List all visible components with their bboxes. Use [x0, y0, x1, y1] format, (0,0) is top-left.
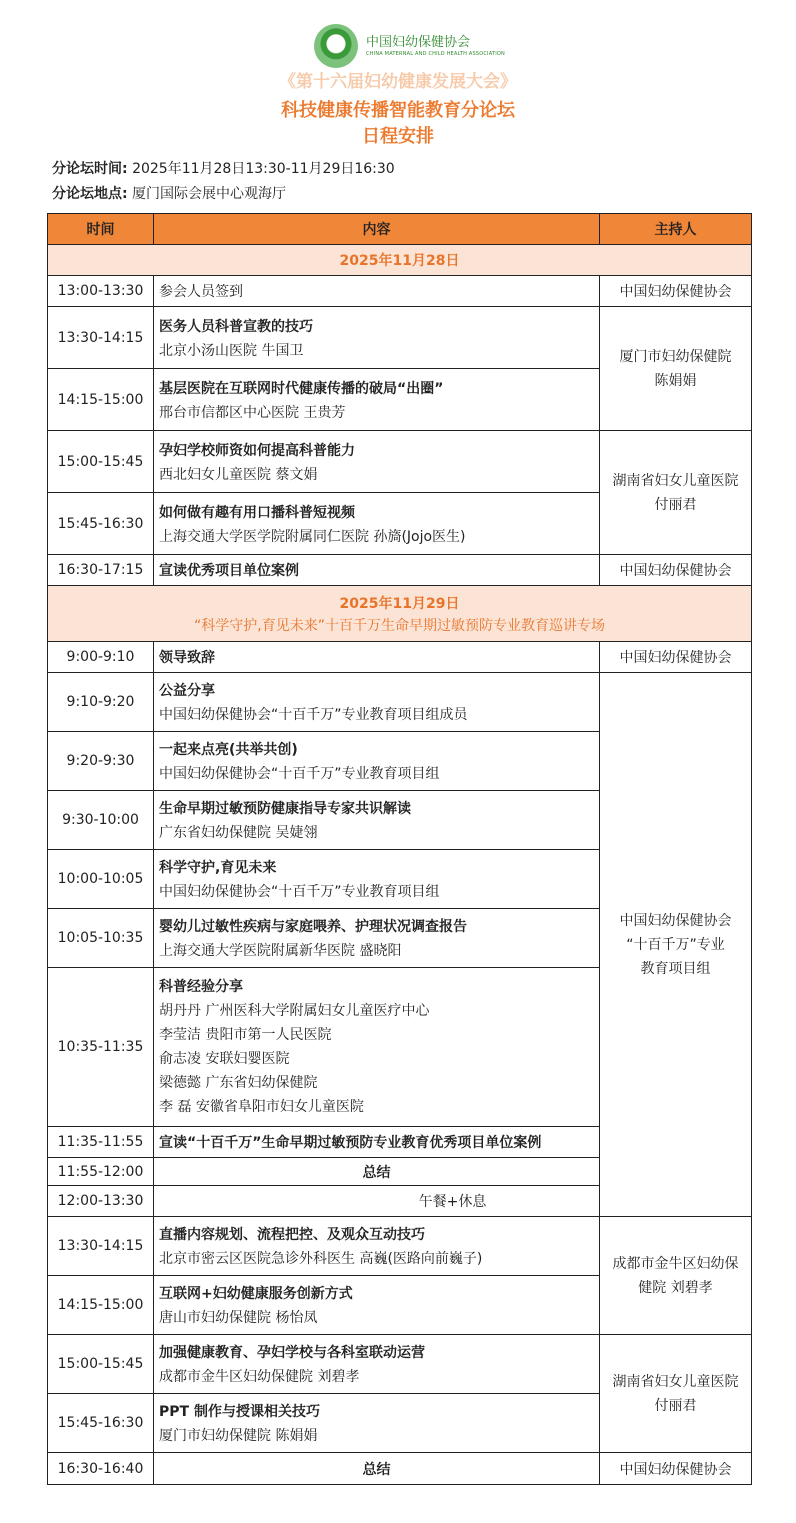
- row-content: [154, 369, 600, 431]
- row-content: [154, 1335, 600, 1394]
- row-host: 湖南省妇女儿童医院 付丽君: [600, 431, 752, 555]
- row-speaker: 上海交通大学医院附属新华医院 盛晓阳: [159, 943, 402, 959]
- row-title: 科普经验分享: [159, 979, 243, 995]
- row-host: 成都市金牛区妇幼保 健院 刘碧孝: [600, 1217, 752, 1335]
- header-time: 时间: [48, 214, 154, 245]
- row-speaker: 北京小汤山医院 牛国卫: [159, 342, 304, 359]
- row-host: 中国妇幼保健协会: [600, 642, 752, 673]
- row-title: 一起来点亮(共举共创): [159, 742, 298, 758]
- table-header-row: [48, 214, 752, 245]
- association-logo: [314, 24, 505, 68]
- row-time: 9:10-9:20: [48, 673, 154, 732]
- forum-time-value: 2025年11月28日13:30-11月29日16:30: [132, 161, 395, 177]
- row-time: 13:00-13:30: [48, 276, 154, 307]
- row-title: 参会人员签到: [154, 276, 600, 307]
- row-time: 15:00-15:45: [48, 1335, 154, 1394]
- row-title: 总结: [154, 1158, 600, 1186]
- row-speaker: 广东省妇幼保健院 吴婕翎: [159, 825, 318, 841]
- day1-date: 2025年11月28日: [48, 245, 752, 276]
- header-host: 主持人: [600, 214, 752, 245]
- row-content: [154, 791, 600, 850]
- logo-name: 中国妇幼保健协会: [366, 35, 471, 50]
- row-title: 公益分享: [159, 683, 215, 699]
- speaker-list-item: 李 磊 安徽省阜阳市妇女儿童医院: [159, 1099, 364, 1115]
- day2-date: 2025年11月29日: [339, 595, 460, 612]
- row-content: [154, 1217, 600, 1276]
- row-title: PPT 制作与授课相关技巧: [159, 1404, 320, 1420]
- logo-emblem-icon: [314, 24, 358, 68]
- row-title: 孕妇学校师资如何提高科普能力: [159, 442, 355, 459]
- row-host: 中国妇幼保健协会: [600, 276, 752, 307]
- row-title: 宣读“十百千万”生命早期过敏预防专业教育优秀项目单位案例: [154, 1127, 600, 1158]
- row-time: 15:00-15:45: [48, 431, 154, 493]
- table-row: [48, 276, 752, 307]
- table-row: [48, 1335, 752, 1394]
- row-content: [154, 307, 600, 369]
- row-time: 10:00-10:05: [48, 850, 154, 909]
- row-time: 9:30-10:00: [48, 791, 154, 850]
- row-title: 加强健康教育、孕妇学校与各科室联动运营: [159, 1345, 425, 1361]
- row-time: 11:55-12:00: [48, 1158, 154, 1186]
- row-content: [154, 1394, 600, 1453]
- row-time: 15:45-16:30: [48, 1394, 154, 1453]
- row-title: 科学守护,育见未来: [159, 860, 277, 876]
- row-host: 厦门市妇幼保健院 陈娟娟: [600, 307, 752, 431]
- logo-english-name: CHINA MATERNAL AND CHILD HEALTH ASSOCIATION: [366, 51, 505, 57]
- speaker-list-item: 胡丹丹 广州医科大学附属妇女儿童医疗中心: [159, 1003, 430, 1019]
- row-host: 中国妇幼保健协会: [600, 1453, 752, 1485]
- table-row: [48, 431, 752, 493]
- table-row: [48, 555, 752, 586]
- forum-place-label: 分论坛地点:: [52, 186, 128, 202]
- row-host: 中国妇幼保健协会 “十百千万”专业 教育项目组: [600, 673, 752, 1217]
- schedule-table: [47, 213, 752, 1485]
- row-time: 13:30-14:15: [48, 307, 154, 369]
- row-content: [154, 1276, 600, 1335]
- row-title: 医务人员科普宣教的技巧: [159, 318, 313, 335]
- forum-time: [52, 158, 395, 178]
- row-speaker: 唐山市妇幼保健院 杨怡凤: [159, 1310, 318, 1326]
- row-time: 10:35-11:35: [48, 968, 154, 1127]
- row-time: 16:30-16:40: [48, 1453, 154, 1485]
- row-content: [154, 431, 600, 493]
- table-row: [48, 1453, 752, 1485]
- forum-title: 科技健康传播智能教育分论坛: [281, 100, 515, 121]
- table-row: [48, 1186, 752, 1217]
- conference-title: 《第十六届妇幼健康发展大会》: [279, 72, 517, 92]
- schedule-title: 日程安排: [362, 126, 434, 147]
- row-title: 直播内容规划、流程把控、及观众互动技巧: [159, 1227, 425, 1243]
- row-time: 9:20-9:30: [48, 732, 154, 791]
- row-title: 宣读优秀项目单位案例: [154, 555, 600, 586]
- row-time: 10:05-10:35: [48, 909, 154, 968]
- row-host: 湖南省妇女儿童医院 付丽君: [600, 1335, 752, 1453]
- row-title: 领导致辞: [154, 642, 600, 673]
- row-time: 14:15-15:00: [48, 369, 154, 431]
- header-content: 内容: [154, 214, 600, 245]
- row-speaker: 西北妇女儿童医院 蔡文娟: [159, 466, 318, 483]
- table-row: [48, 673, 752, 732]
- row-title: 如何做有趣有用口播科普短视频: [159, 504, 355, 521]
- row-speaker: 成都市金牛区妇幼保健院 刘碧孝: [159, 1369, 360, 1385]
- row-title: 生命早期过敏预防健康指导专家共识解读: [159, 801, 411, 817]
- forum-place-value: 厦门国际会展中心观海厅: [132, 186, 287, 202]
- date-row-day2: [48, 586, 752, 642]
- row-title: 婴幼儿过敏性疾病与家庭喂养、护理状况调查报告: [159, 919, 467, 935]
- forum-time-label: 分论坛时间:: [52, 161, 128, 177]
- row-time: 13:30-14:15: [48, 1217, 154, 1276]
- row-content: [154, 850, 600, 909]
- day2-subtitle: “科学守护,育见未来”十百千万生命早期过敏预防专业教育巡讲专场: [194, 617, 605, 634]
- day2-date-cell: [48, 586, 752, 642]
- row-content: [154, 732, 600, 791]
- row-content: [154, 909, 600, 968]
- row-title: 互联网+妇幼健康服务创新方式: [159, 1286, 353, 1302]
- speaker-list-item: 梁德懿 广东省妇幼保健院: [159, 1075, 318, 1091]
- speaker-list-item: 李莹洁 贵阳市第一人民医院: [159, 1027, 332, 1043]
- row-speaker: 北京市密云区医院急诊外科医生 高巍(医路向前巍子): [159, 1251, 483, 1267]
- forum-place: [52, 183, 286, 203]
- row-time: 15:45-16:30: [48, 493, 154, 555]
- row-content: [154, 493, 600, 555]
- table-row: [48, 307, 752, 369]
- speaker-list-item: 俞志凌 安联妇婴医院: [159, 1051, 290, 1067]
- row-speaker: 中国妇幼保健协会“十百千万”专业教育项目组: [159, 766, 440, 782]
- row-speaker: 上海交通大学医学院附属同仁医院 孙旖(Jojo医生): [159, 528, 466, 545]
- date-row-day1: [48, 245, 752, 276]
- row-time: 9:00-9:10: [48, 642, 154, 673]
- table-row: [48, 642, 752, 673]
- row-title: 午餐+休息: [154, 1186, 752, 1217]
- row-content: [154, 968, 600, 1127]
- row-speaker: 中国妇幼保健协会“十百千万”专业教育项目组成员: [159, 707, 468, 723]
- row-host: 中国妇幼保健协会: [600, 555, 752, 586]
- row-title: 总结: [154, 1453, 600, 1485]
- row-title: 基层医院在互联网时代健康传播的破局“出圈”: [159, 380, 444, 397]
- table-row: [48, 1217, 752, 1276]
- row-time: 11:35-11:55: [48, 1127, 154, 1158]
- row-speaker: 邢台市信都区中心医院 王贵芳: [159, 404, 346, 421]
- row-speaker: 厦门市妇幼保健院 陈娟娟: [159, 1428, 318, 1444]
- row-time: 16:30-17:15: [48, 555, 154, 586]
- row-time: 12:00-13:30: [48, 1186, 154, 1217]
- row-content: [154, 673, 600, 732]
- row-speaker: 中国妇幼保健协会“十百千万”专业教育项目组: [159, 884, 440, 900]
- row-time: 14:15-15:00: [48, 1276, 154, 1335]
